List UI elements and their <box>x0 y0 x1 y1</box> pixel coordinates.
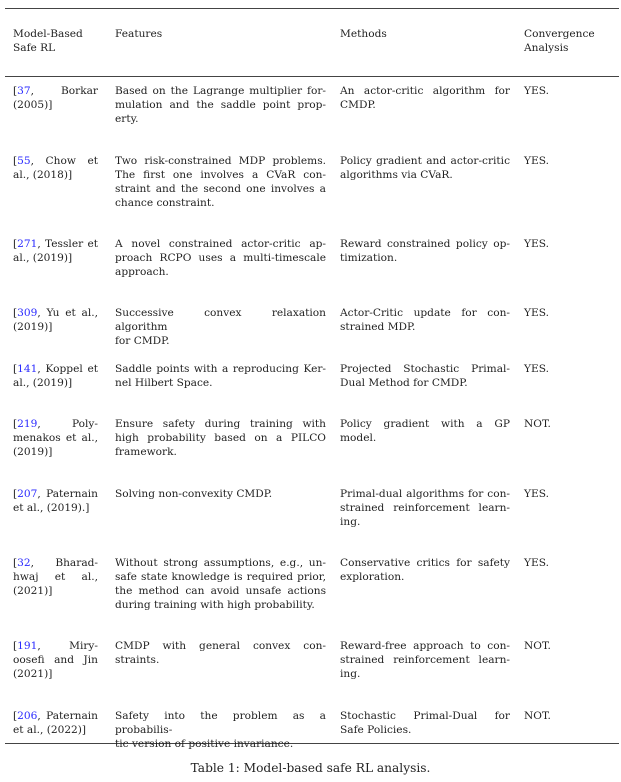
citation-line <box>13 556 98 570</box>
citation-text: (2021)] <box>13 668 53 680</box>
text-line: Analysis <box>524 42 569 54</box>
text-line: algorithms via CVaR. <box>340 169 453 181</box>
convergence-cell <box>524 154 614 168</box>
cite-cell <box>13 709 98 737</box>
text-line: The first one involves a CVaR con- <box>115 169 326 181</box>
features-cell <box>115 709 326 751</box>
reference-link[interactable]: 271 <box>17 238 38 250</box>
citation-text: , Yu et al., <box>37 307 98 319</box>
citation-text: al., (2019)] <box>13 377 73 389</box>
cite-cell <box>13 237 98 265</box>
convergence-cell <box>524 362 614 376</box>
cite-cell <box>13 639 98 681</box>
text-line: straints. <box>115 654 160 666</box>
text-line: YES. <box>524 557 549 569</box>
cite-cell <box>13 556 98 598</box>
text-line: Conservative critics for safety <box>340 557 510 569</box>
top-rule <box>5 8 619 9</box>
cite-cell <box>13 306 98 334</box>
text-line: model. <box>340 432 377 444</box>
citation-text: al., (2019)] <box>13 252 73 264</box>
text-line: YES. <box>524 307 549 319</box>
bracket: [ <box>13 640 18 652</box>
text-line: NOT. <box>524 418 551 430</box>
text-line: Safety into the problem as a probabilis- <box>115 710 326 736</box>
text-line: ing. <box>340 516 361 528</box>
citation-text: hwaj et al., <box>13 571 98 583</box>
methods-cell <box>340 487 510 529</box>
features-cell <box>115 237 326 279</box>
methods-cell <box>340 237 510 265</box>
text-line: exploration. <box>340 571 405 583</box>
citation-text: al., (2018)] <box>13 169 73 181</box>
convergence-cell <box>524 556 614 570</box>
text-line: YES. <box>524 238 549 250</box>
features-cell <box>115 306 326 348</box>
citation-text: et al., (2022)] <box>13 724 87 736</box>
methods-cell <box>340 417 510 445</box>
features-cell <box>115 639 326 667</box>
bracket: [ <box>13 557 18 569</box>
citation-text: , Miry- <box>37 640 98 652</box>
text-line: Solving non-convexity CMDP. <box>115 488 273 500</box>
text-line: NOT. <box>524 640 551 652</box>
methods-cell <box>340 306 510 334</box>
convergence-cell <box>524 306 614 320</box>
features-cell <box>115 154 326 210</box>
text-line: Without strong assumptions, e.g., un- <box>115 557 326 569</box>
reference-link[interactable]: 191 <box>17 640 38 652</box>
text-line: strained MDP. <box>340 321 416 333</box>
text-line: Reward constrained policy op- <box>340 238 510 250</box>
methods-cell <box>340 362 510 390</box>
header-features <box>115 27 326 41</box>
convergence-cell <box>524 84 614 98</box>
text-line: Convergence <box>524 28 595 40</box>
header-rule <box>5 76 619 77</box>
text-line: Actor-Critic update for con- <box>340 307 510 319</box>
text-line: Policy gradient with a GP <box>340 418 510 430</box>
citation-text: , Paternain <box>37 488 98 500</box>
citation-text: , Tessler et <box>37 238 98 250</box>
citation-line <box>13 417 98 431</box>
features-cell <box>115 84 326 126</box>
methods-cell <box>340 154 510 182</box>
text-line: Features <box>115 28 163 40</box>
citation-line <box>13 237 98 251</box>
citation-text: menakos et al., <box>13 432 98 444</box>
text-line: Based on the Lagrange multiplier for- <box>115 85 326 97</box>
cite-cell <box>13 362 98 390</box>
reference-link[interactable]: 32 <box>17 557 31 569</box>
features-cell <box>115 362 326 390</box>
text-line: timization. <box>340 252 398 264</box>
citation-text: (2019)] <box>13 321 53 333</box>
text-line: Dual Method for CMDP. <box>340 377 468 389</box>
methods-cell <box>340 556 510 584</box>
cite-cell <box>13 487 98 515</box>
citation-text: , Bharad- <box>30 557 98 569</box>
text-line: An actor-critic algorithm for <box>340 85 510 97</box>
text-line: framework. <box>115 446 177 458</box>
text-line: Methods <box>340 28 387 40</box>
citation-line <box>13 154 98 168</box>
citation-line <box>13 639 98 653</box>
convergence-cell <box>524 639 614 653</box>
text-line: mulation and the saddle point prop- <box>115 99 326 111</box>
text-line: Projected Stochastic Primal- <box>340 363 510 375</box>
citation-text: (2005)] <box>13 99 53 111</box>
text-line: nel Hilbert Space. <box>115 377 213 389</box>
text-line: Reward-free approach to con- <box>340 640 510 652</box>
citation-line <box>13 306 98 320</box>
cite-cell <box>13 154 98 182</box>
cite-cell <box>13 417 98 459</box>
text-line: strained reinforcement learn- <box>340 502 510 514</box>
citation-text: (2021)] <box>13 585 53 597</box>
text-line: YES. <box>524 85 549 97</box>
reference-link[interactable]: 55 <box>17 155 31 167</box>
bracket: [ <box>13 488 18 500</box>
citation-text: , Paternain <box>37 710 98 722</box>
citation-text: , Chow et <box>30 155 98 167</box>
bracket: [ <box>13 155 18 167</box>
methods-cell <box>340 639 510 681</box>
text-line: A novel constrained actor-critic ap- <box>115 238 326 250</box>
text-line: proach RCPO uses a multi-timescale <box>115 252 326 264</box>
text-line: the method can avoid unsafe actions <box>115 585 326 597</box>
text-line: CMDP with general convex con- <box>115 640 326 652</box>
citation-text: et al., (2019).] <box>13 502 90 514</box>
citation-text: (2019)] <box>13 446 53 458</box>
table-caption: Table 1: Model-based safe RL analysis. <box>190 761 431 775</box>
text-line: Safe RL <box>13 42 56 54</box>
citation-line <box>13 487 98 501</box>
features-cell <box>115 417 326 459</box>
text-line: straint and the second one involves a <box>115 183 326 195</box>
citation-line <box>13 84 98 98</box>
methods-cell <box>340 84 510 112</box>
reference-link[interactable]: 141 <box>17 363 38 375</box>
text-line: Saddle points with a reproducing Ker- <box>115 363 326 375</box>
convergence-cell <box>524 237 614 251</box>
citation-line <box>13 362 98 376</box>
text-line: safe state knowledge is required prior, <box>115 571 326 583</box>
reference-link[interactable]: 309 <box>17 307 38 319</box>
convergence-cell <box>524 417 614 431</box>
text-line: YES. <box>524 488 549 500</box>
header-methods <box>340 27 510 41</box>
reference-link[interactable]: 206 <box>17 710 38 722</box>
text-line: Stochastic Primal-Dual for <box>340 710 510 722</box>
text-line: Successive convex relaxation algorithm <box>115 307 326 333</box>
text-line: ing. <box>340 668 361 680</box>
text-line: Primal-dual algorithms for con- <box>340 488 510 500</box>
citation-text: , Koppel et <box>37 363 98 375</box>
text-line: Safe Policies. <box>340 724 412 736</box>
citation-line <box>13 709 98 723</box>
text-line: YES. <box>524 363 549 375</box>
text-line: Policy gradient and actor-critic <box>340 155 510 167</box>
reference-link[interactable]: 219 <box>17 418 38 430</box>
bracket: [ <box>13 307 18 319</box>
text-line: CMDP. <box>340 99 376 111</box>
cite-cell <box>13 84 98 112</box>
features-cell <box>115 556 326 612</box>
text-line: approach. <box>115 266 169 278</box>
bracket: [ <box>13 85 18 97</box>
text-line: chance constraint. <box>115 197 215 209</box>
text-line: erty. <box>115 113 139 125</box>
citation-text: , Poly- <box>37 418 98 430</box>
text-line: strained reinforcement learn- <box>340 654 510 666</box>
text-line: during training with high probability. <box>115 599 315 611</box>
reference-link[interactable]: 207 <box>17 488 38 500</box>
text-line: Model-Based <box>13 28 83 40</box>
text-line: YES. <box>524 155 549 167</box>
bracket: [ <box>13 710 18 722</box>
methods-cell <box>340 709 510 737</box>
bracket: [ <box>13 238 18 250</box>
header-cite <box>13 27 98 55</box>
text-line: for CMDP. <box>115 335 170 347</box>
citation-text: oosefi and Jin <box>13 654 98 666</box>
header-convergence <box>524 27 614 55</box>
citation-text: , Borkar <box>30 85 98 97</box>
text-line: tic version of positive invariance. <box>115 738 294 750</box>
text-line: high probability based on a PILCO <box>115 432 326 444</box>
bracket: [ <box>13 363 18 375</box>
text-line: Ensure safety during training with <box>115 418 326 430</box>
convergence-cell <box>524 709 614 723</box>
convergence-cell <box>524 487 614 501</box>
text-line: NOT. <box>524 710 551 722</box>
text-line: Two risk-constrained MDP problems. <box>115 155 326 167</box>
reference-link[interactable]: 37 <box>17 85 31 97</box>
bracket: [ <box>13 418 18 430</box>
features-cell <box>115 487 326 501</box>
